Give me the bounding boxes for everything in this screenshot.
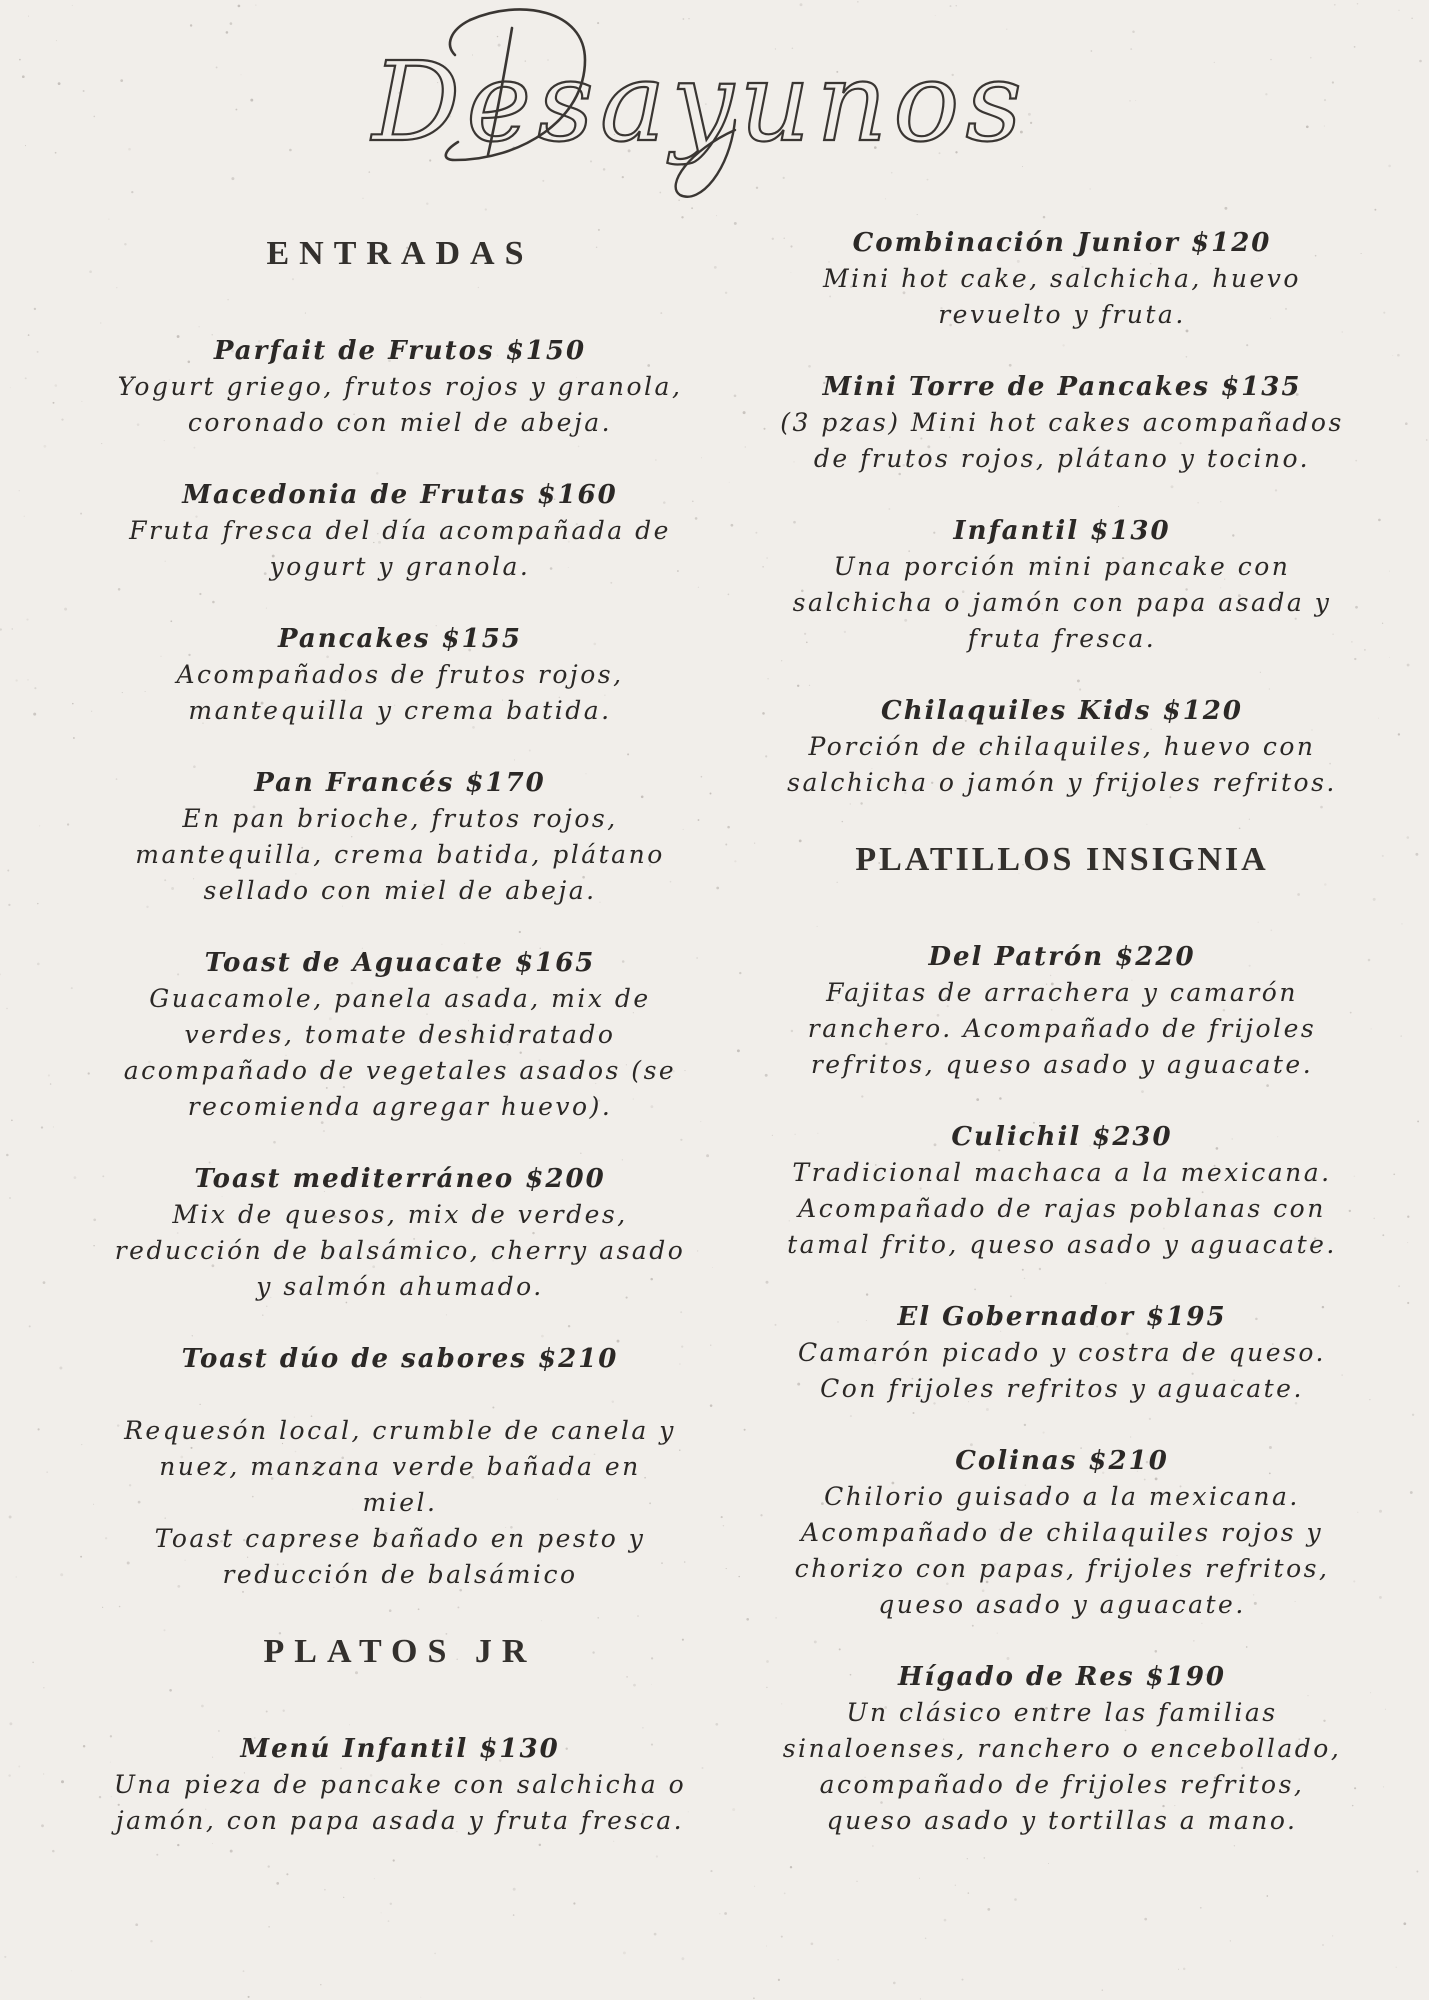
title-text: Desayunos bbox=[372, 38, 1028, 166]
menu-item-description: Camarón picado y costra de queso. Con frijoles refritos y aguacate. bbox=[798, 1338, 1326, 1403]
menu-item bbox=[752, 1443, 1372, 1623]
section-heading: ENTRADAS bbox=[266, 235, 534, 272]
menu-item-name: Toast de Aguacate $165 bbox=[204, 948, 596, 978]
menu-item-name: Pancakes $155 bbox=[278, 624, 522, 654]
menu-item-description: Acompañados de frutos rojos, mantequilla y crema batida. bbox=[176, 660, 624, 725]
menu-item-name: Toast dúo de sabores $210 bbox=[181, 1344, 619, 1374]
menu-item-description: Mini hot cake, salchicha, huevo revuelto y fruta. bbox=[823, 264, 1301, 329]
menu-item-description: Requesón local, crumble de canela y nuez, manzana verde bañada en miel. Toast caprese bañado en pesto y reducción de balsámico bbox=[124, 1416, 676, 1589]
menu-title bbox=[0, 0, 1429, 210]
menu-item-name: Del Patrón $220 bbox=[928, 942, 1196, 972]
menu-item bbox=[90, 477, 710, 585]
menu-item bbox=[90, 765, 710, 909]
menu-item-description: Un clásico entre las familias sinaloenses, ranchero o encebollado, acompañado de frijoles refritos, queso asado y tortillas a mano. bbox=[782, 1698, 1342, 1835]
section-heading: PLATOS JR bbox=[263, 1633, 537, 1670]
menu-item bbox=[90, 1341, 710, 1593]
menu-item-name: Pan Francés $170 bbox=[254, 768, 546, 798]
menu-item-description: Tradicional machaca a la mexicana. Acompañado de rajas poblanas con tamal frito, queso asado y aguacate. bbox=[787, 1158, 1337, 1259]
menu-item bbox=[90, 333, 710, 441]
menu-item-name: Colinas $210 bbox=[955, 1446, 1169, 1476]
menu-item-description: Chilorio guisado a la mexicana. Acompañado de chilaquiles rojos y chorizo con papas, frijoles refritos, queso asado y aguacate. bbox=[794, 1482, 1330, 1619]
menu-item bbox=[752, 1299, 1372, 1407]
menu-item-description: Guacamole, panela asada, mix de verdes, tomate deshidratado acompañado de vegetales asados (se recomienda agregar huevo). bbox=[123, 984, 677, 1121]
menu-item bbox=[752, 369, 1372, 477]
left-column bbox=[90, 225, 710, 1839]
script-title-graphic bbox=[0, 0, 1429, 210]
menu-item bbox=[752, 939, 1372, 1083]
menu-item-name: Parfait de Frutos $150 bbox=[213, 336, 587, 366]
menu-item-description: Una porción mini pancake con salchicha o jamón con papa asada y fruta fresca. bbox=[792, 552, 1332, 653]
menu-item-name: Infantil $130 bbox=[953, 516, 1171, 546]
menu-item bbox=[90, 1731, 710, 1839]
menu-item-name: Menú Infantil $130 bbox=[240, 1734, 560, 1764]
menu-item-description: Una pieza de pancake con salchicha o jamón, con papa asada y fruta fresca. bbox=[113, 1770, 687, 1835]
menu-item bbox=[752, 513, 1372, 657]
menu-item-description: (3 pzas) Mini hot cakes acompañados de frutos rojos, plátano y tocino. bbox=[780, 408, 1344, 473]
menu-item bbox=[752, 225, 1372, 333]
menu-item bbox=[752, 693, 1372, 801]
menu-item-description: Fruta fresca del día acompañada de yogurt y granola. bbox=[129, 516, 671, 581]
menu-item-name: Hígado de Res $190 bbox=[897, 1662, 1227, 1692]
menu-item-description: Fajitas de arrachera y camarón ranchero. Acompañado de frijoles refritos, queso asado y aguacate. bbox=[807, 978, 1317, 1079]
menu-item bbox=[752, 1659, 1372, 1839]
menu-item-description: Mix de quesos, mix de verdes, reducción de balsámico, cherry asado y salmón ahumado. bbox=[114, 1200, 686, 1301]
menu-item-name: Mini Torre de Pancakes $135 bbox=[822, 372, 1302, 402]
menu-item bbox=[90, 621, 710, 729]
menu-item bbox=[90, 1161, 710, 1305]
menu-item-name: Chilaquiles Kids $120 bbox=[881, 696, 1243, 726]
menu-item-name: Culichil $230 bbox=[951, 1122, 1173, 1152]
menu-item-description: Yogurt griego, frutos rojos y granola, coronado con miel de abeja. bbox=[117, 372, 683, 437]
menu-item bbox=[90, 945, 710, 1125]
section-heading: PLATILLOS INSIGNIA bbox=[855, 841, 1269, 878]
menu-item-description: Porción de chilaquiles, huevo con salchicha o jamón y frijoles refritos. bbox=[787, 732, 1337, 797]
menu-item-name: Combinación Junior $120 bbox=[852, 228, 1272, 258]
right-column bbox=[752, 225, 1372, 1839]
menu-item-name: El Gobernador $195 bbox=[897, 1302, 1227, 1332]
menu-item-description: En pan brioche, frutos rojos, mantequilla, crema batida, plátano sellado con miel de abeja. bbox=[135, 804, 665, 905]
menu-item-name: Toast mediterráneo $200 bbox=[194, 1164, 606, 1194]
menu-item-name: Macedonia de Frutas $160 bbox=[182, 480, 618, 510]
menu-item bbox=[752, 1119, 1372, 1263]
